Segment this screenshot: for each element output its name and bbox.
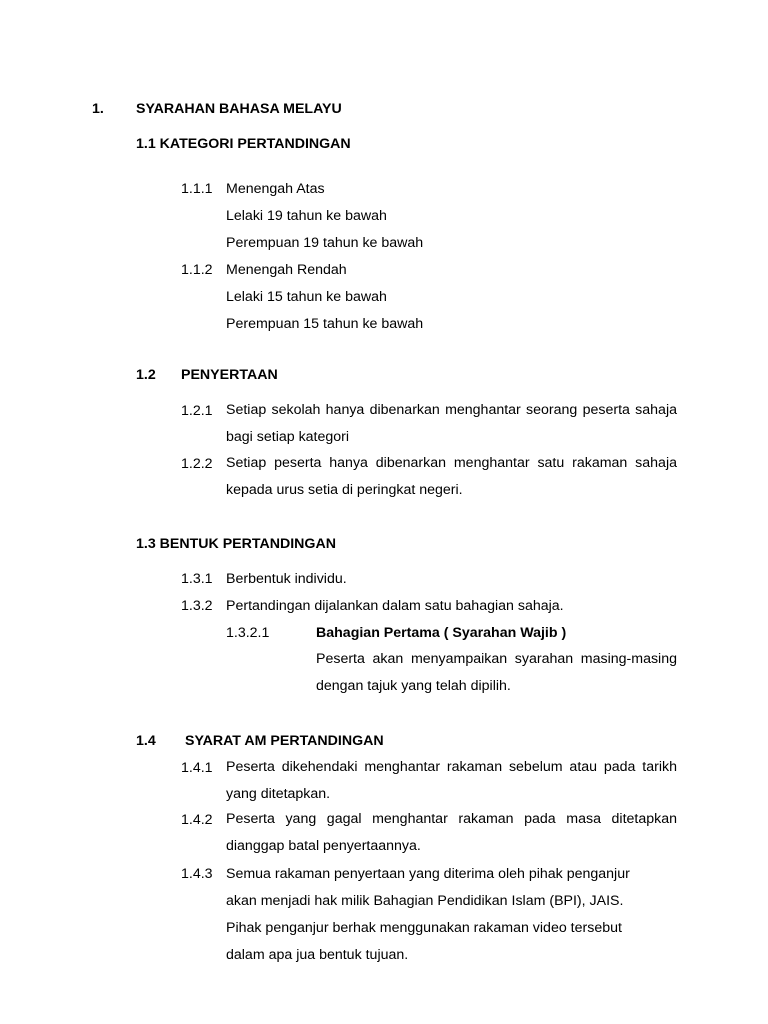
- item-1-4-1-text: Peserta dikehendaki menghantar rakaman sebelum atau pada tarikh yang ditetapkan.: [226, 759, 677, 802]
- section-1-1-title: 1.1 KATEGORI PERTANDINGAN: [136, 136, 351, 152]
- item-1-2-2-number: 1.2.2: [181, 456, 213, 472]
- item-1-1-2-line-2: Perempuan 15 tahun ke bawah: [226, 316, 424, 332]
- item-1-4-3-line-2: akan menjadi hak milik Bahagian Pendidikan Islam (BPI), JAIS.: [226, 893, 624, 909]
- section-1-2-title: PENYERTAAN: [181, 367, 278, 383]
- item-1-3-1-number: 1.3.1: [181, 571, 213, 587]
- section-1-2-number: 1.2: [136, 367, 156, 383]
- item-1-1-1-number: 1.1.1: [181, 181, 213, 197]
- item-1-1-1-line-2: Perempuan 19 tahun ke bawah: [226, 235, 424, 251]
- item-1-4-3-number: 1.4.3: [181, 866, 213, 882]
- section-1-title: SYARAHAN BAHASA MELAYU: [136, 101, 342, 117]
- item-1-2-1-number: 1.2.1: [181, 403, 213, 419]
- item-1-3-2-1-number: 1.3.2.1: [226, 625, 270, 641]
- item-1-4-2-number: 1.4.2: [181, 812, 213, 828]
- item-1-1-2-line-1: Lelaki 15 tahun ke bawah: [226, 289, 387, 305]
- item-1-3-1-text: Berbentuk individu.: [226, 571, 347, 587]
- item-1-1-1-line-1: Lelaki 19 tahun ke bawah: [226, 208, 387, 224]
- item-1-4-2-text: Peserta yang gagal menghantar rakaman pada masa ditetapkan dianggap batal penyertaannya.: [226, 811, 677, 854]
- item-1-2-1-text: Setiap sekolah hanya dibenarkan menghantar seorang peserta sahaja bagi setiap kategori: [226, 402, 677, 445]
- section-1-4-title: SYARAT AM PERTANDINGAN: [185, 733, 384, 749]
- item-1-3-2-number: 1.3.2: [181, 598, 213, 614]
- item-1-3-2-text: Pertandingan dijalankan dalam satu bahagian sahaja.: [226, 598, 564, 614]
- item-1-3-2-1-text: Peserta akan menyampaikan syarahan masing-masing dengan tajuk yang telah dipilih.: [316, 651, 677, 694]
- item-1-1-2-title: Menengah Rendah: [226, 262, 347, 278]
- item-1-3-2-1-title: Bahagian Pertama ( Syarahan Wajib ): [316, 625, 567, 641]
- item-1-4-3-line-1: Semua rakaman penyertaan yang diterima oleh pihak penganjur: [226, 866, 630, 882]
- item-1-4-3-line-3: Pihak penganjur berhak menggunakan rakaman video tersebut: [226, 920, 622, 936]
- item-1-1-2-number: 1.1.2: [181, 262, 213, 278]
- section-1-3-title: 1.3 BENTUK PERTANDINGAN: [136, 536, 336, 552]
- section-1-number: 1.: [92, 101, 104, 117]
- item-1-1-1-title: Menengah Atas: [226, 181, 325, 197]
- item-1-4-3-line-4: dalam apa jua bentuk tujuan.: [226, 947, 409, 963]
- section-1-4-number: 1.4: [136, 733, 156, 749]
- item-1-4-1-number: 1.4.1: [181, 760, 213, 776]
- item-1-2-2-text: Setiap peserta hanya dibenarkan menghantar satu rakaman sahaja kepada urus setia di peringkat negeri.: [226, 455, 677, 498]
